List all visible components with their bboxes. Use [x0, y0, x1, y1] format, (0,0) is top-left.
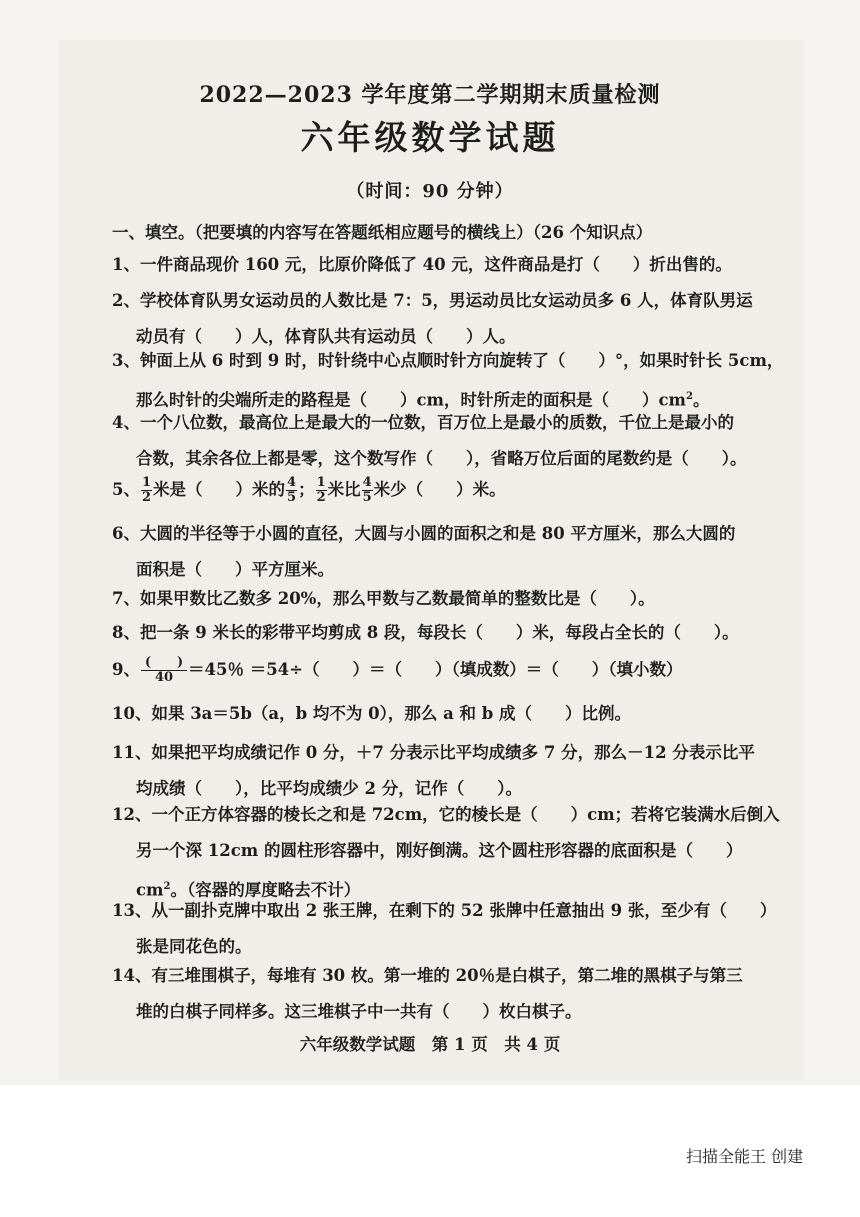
question-number: 9、	[112, 660, 140, 679]
fraction	[141, 656, 187, 685]
question-4	[112, 405, 772, 477]
fraction-denominator: 5	[287, 490, 297, 505]
question-text-part: 米少（ ）米。	[373, 480, 506, 499]
question-8	[112, 615, 772, 651]
fraction-denominator: 5	[362, 490, 372, 505]
exam-subtitle: 2022—2023 学年度第二学期期末质量检测	[199, 82, 661, 108]
page-footer: 六年级数学试题 第 1 页 共 4 页	[299, 1035, 561, 1054]
question-1	[112, 247, 772, 283]
question-text: 合数，其余各位上都是零，这个数写作（ ），省略万位后面的尾数约是（ ）。	[136, 449, 747, 468]
question-text: 另一个深 12cm 的圆柱形容器中，刚好倒满。这个圆柱形容器的底面积是（ ）	[136, 841, 743, 860]
superscript: 2	[686, 391, 693, 402]
question-text: 11、如果把平均成绩记作 0 分，＋7 分表示比平均成绩多 7 分，那么－12 分表示比平	[112, 743, 755, 762]
fraction-numerator: 1	[141, 475, 152, 490]
question-13	[112, 893, 777, 965]
question-text: 张是同花色的。	[136, 937, 252, 956]
superscript: 2	[163, 881, 171, 892]
question-text: 动员有（ ）人，体育队共有运动员（ ）人。	[136, 327, 516, 346]
question-6	[112, 516, 772, 588]
question-text	[112, 472, 772, 508]
question-5	[112, 472, 772, 508]
question-7	[112, 581, 772, 617]
question-number: 5、	[112, 480, 140, 499]
fraction	[316, 476, 327, 505]
question-text-part: 。	[692, 390, 710, 410]
question-text: 10、如果 3a＝5b（a，b 均不为 0），那么 a 和 b 成（ ）比例。	[112, 704, 632, 723]
question-text: 12、一个正方体容器的棱长之和是 72cm，它的棱长是（ ）cm；若将它装满水后倒入	[112, 805, 780, 824]
fraction-numerator: ( )	[141, 656, 187, 671]
scanner-watermark: 扫描全能王 创建	[686, 1147, 804, 1166]
fraction-denominator: 2	[141, 490, 152, 505]
fraction-numerator: 4	[287, 475, 297, 490]
question-text: 14、有三堆围棋子，每堆有 30 枚。第一堆的 20％是白棋子，第二堆的黑棋子与第三	[112, 966, 743, 985]
question-text: 1、一件商品现价 160 元，比原价降低了 40 元，这件商品是打（ ）折出售的。	[112, 255, 732, 274]
question-9	[112, 652, 772, 688]
question-text-part: 米比	[327, 480, 361, 499]
question-text: 2、学校体育队男女运动员的人数比是 7：5，男运动员比女运动员多 6 人，体育队男运	[112, 291, 753, 310]
question-12	[112, 797, 780, 909]
fraction	[141, 476, 152, 505]
question-text: 堆的白棋子同样多。这三堆棋子中一共有（ ）枚白棋子。	[136, 1002, 582, 1021]
question-text: 6、大圆的半径等于小圆的直径，大圆与小圆的面积之和是 80 平方厘米，那么大圆的	[112, 524, 736, 543]
exam-time: （时间：90 分钟）	[346, 181, 514, 202]
question-14	[112, 958, 772, 1030]
question-text: 均成绩（ ），比平均成绩少 2 分，记作（ ）。	[136, 779, 522, 798]
fraction-denominator: 40	[154, 670, 174, 685]
fraction-numerator: 4	[362, 475, 372, 490]
question-text-part: cm	[136, 880, 164, 900]
question-text-part: 。（容器的厚度略去不计）	[170, 880, 361, 900]
question-text-part: 那么时针的尖端所走的路程是（ ）cm，时针所走的面积是（ ）cm	[136, 390, 687, 410]
fraction-denominator: 2	[316, 490, 326, 505]
fraction-numerator: 1	[316, 475, 326, 490]
question-text: 4、一个八位数，最高位上是最大的一位数，百万位上是最小的质数，千位上是最小的	[112, 413, 734, 432]
exam-title: 六年级数学试题	[300, 118, 560, 157]
question-text: 3、钟面上从 6 时到 9 时，时针绕中心点顺时针方向旋转了（ ）°，如果时针长 5cm，	[112, 351, 784, 370]
section-heading: 一、填空。（把要填的内容写在答题纸相应题号的横线上）（26 个知识点）	[112, 223, 653, 242]
question-text	[112, 652, 772, 688]
question-text: 8、把一条 9 米长的彩带平均剪成 8 段，每段长（ ）米，每段占全长的（ ）。	[112, 623, 739, 642]
question-text-part: ；	[298, 480, 315, 499]
question-text: 面积是（ ）平方厘米。	[136, 560, 334, 579]
question-text-part: 米是（ ）米的	[153, 480, 286, 499]
fraction	[362, 476, 373, 505]
question-10	[112, 696, 772, 732]
question-text-part: ＝45％ ＝54÷（ ）＝（ ）（填成数）＝（ ）（填小数）	[187, 660, 683, 679]
question-text: 13、从一副扑克牌中取出 2 张王牌，在剩下的 52 张牌中任意抽出 9 张，至少有（ ）	[112, 901, 777, 920]
question-text: 7、如果甲数比乙数多 20%，那么甲数与乙数最简单的整数比是（ ）。	[112, 589, 655, 608]
fraction	[286, 476, 297, 505]
